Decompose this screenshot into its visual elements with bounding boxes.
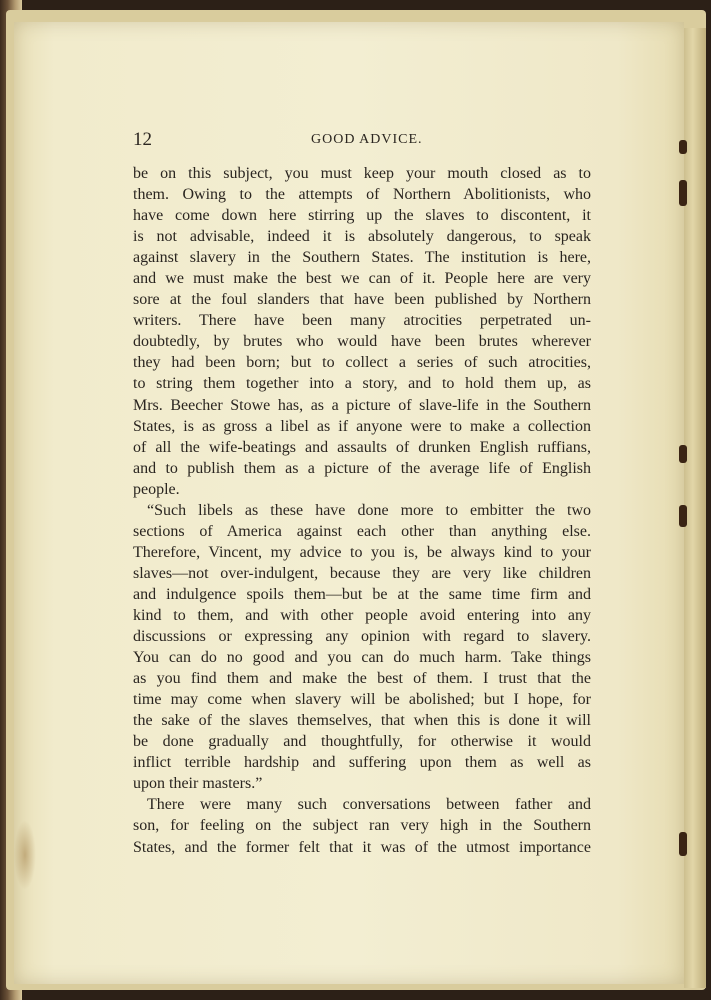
running-head (133, 129, 591, 153)
edge-mark (679, 140, 687, 154)
text-line: Mrs. Beecher Stowe has, as a picture of slave-life in the Southern (133, 396, 591, 414)
text-line: kind to them, and with other people avoid entering into any (133, 606, 591, 624)
text-line: inflict terrible hardship and suffering upon them as well as (133, 754, 591, 772)
text-line: have come down here stirring up the slaves to discontent, it (133, 207, 591, 225)
text-line: them. Owing to the attempts of Northern Abolitionists, who (133, 186, 591, 204)
text-line: be done gradually and thoughtfully, for otherwise it would (133, 733, 591, 751)
edge-mark (679, 832, 687, 856)
text-line: to string them together into a story, and to hold them up, as (133, 375, 591, 393)
edge-mark (679, 505, 687, 527)
text-line: There were many such conversations between father and (147, 796, 591, 814)
text-line: as you find them and make the best of them. I trust that the (133, 670, 591, 688)
text-line: doubtedly, by brutes who would have been brutes wherever (133, 333, 591, 351)
running-title: GOOD ADVICE. (311, 132, 423, 147)
page-number: 12 (133, 129, 152, 150)
text-line: against slavery in the Southern States. The institution is here, (133, 249, 591, 267)
page-stain (14, 820, 36, 890)
text-line: and indulgence spoils them—but be at the same time firm and (133, 585, 591, 603)
text-line: son, for feeling on the subject ran very high in the Southern (133, 817, 591, 835)
text-line: discussions or expressing any opinion with regard to slavery. (133, 628, 591, 646)
edge-mark (679, 180, 687, 206)
text-line: You can do no good and you can do much harm. Take things (133, 649, 591, 667)
text-line: time may come when slavery will be abolished; but I hope, for (133, 691, 591, 709)
text-line: they had been born; but to collect a series of such atrocities, (133, 354, 591, 372)
text-line: slaves—not over-indulgent, because they are very like children (133, 564, 591, 582)
text-line: of all the wife-beatings and assaults of drunken English ruffians, (133, 438, 591, 456)
text-line: States, and the former felt that it was of the utmost importance (133, 838, 591, 856)
text-line: be on this subject, you must keep your mouth closed as to (133, 165, 591, 182)
text-line: writers. There have been many atrocities perpetrated un- (133, 312, 591, 330)
text-line: sore at the foul slanders that have been published by Northern (133, 291, 591, 309)
text-line: the sake of the slaves themselves, that when this is done it will (133, 712, 591, 730)
text-line: “Such libels as these have done more to embitter the two (147, 501, 591, 519)
text-line: is not advisable, indeed it is absolutely dangerous, to speak (133, 228, 591, 246)
text-line: sections of America against each other than anything else. (133, 522, 591, 540)
text-line: Therefore, Vincent, my advice to you is, be always kind to your (133, 543, 591, 561)
text-line: upon their masters.” (133, 775, 263, 793)
text-line: and to publish them as a picture of the average life of English (133, 459, 591, 477)
edge-mark (679, 445, 687, 463)
text-line: States, is as gross a libel as if anyone were to make a collection (133, 417, 591, 435)
text-line: and we must make the best we can of it. People here are very (133, 270, 591, 288)
page-edge (684, 28, 706, 988)
text-line: people. (133, 480, 180, 498)
body-text (133, 163, 591, 858)
